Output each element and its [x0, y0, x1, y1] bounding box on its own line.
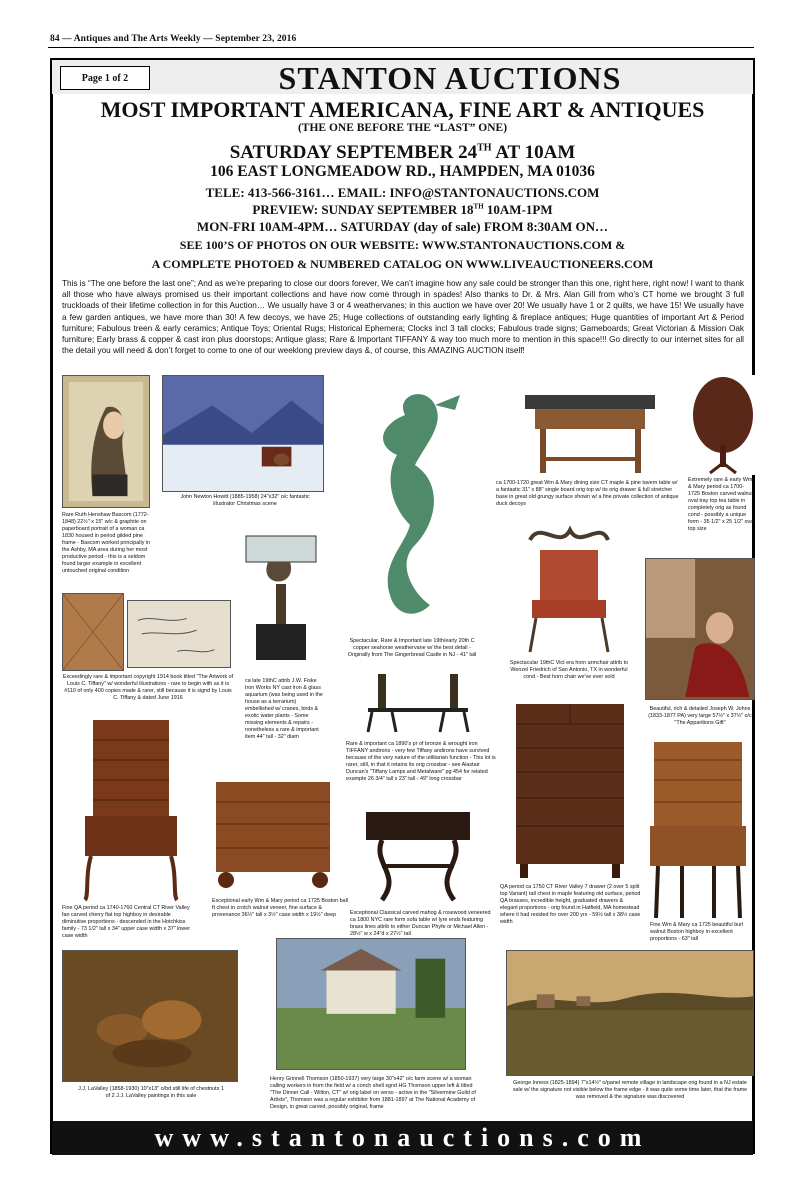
highboy-caption: Fine QA period ca 1740-1760 Central CT River Valley fan carved cherry flat top highboy in desirable diminutive proportions - descended in the Hotchkiss family - 73 1/2" tall x 34" upper case width x 37" lower case width — [62, 905, 190, 939]
divider — [48, 47, 754, 48]
howitt-painting-photo — [162, 375, 324, 492]
headline: MOST IMPORTANT AMERICANA, FINE ART & ANTIQUES — [100, 97, 705, 122]
date-time: AT 10AM — [491, 142, 576, 163]
horn-chair-photo — [510, 520, 628, 656]
tiffany-book-cover-photo — [62, 593, 124, 671]
contact-line: TELE: 413-566-3161… EMAIL: INFO@STANTONAUCTIONS.COM — [205, 185, 600, 200]
date-sup: TH — [477, 142, 492, 154]
catalog-line: A COMPLETE PHOTOED & NUMBERED CATALOG ON WWW.LIVEAUCTIONEERS.COM — [151, 257, 654, 271]
dining-table-caption: ca 1700-1720 great Wm & Mary dining size CT maple & pine tavern table w/ a fantastic 31" x 88" single board orig top w/ its orig drawer & full stretcher base in great old grungy surface shown w/ a fine private collection of antique duck decoys — [496, 480, 679, 507]
burl-highboy-photo — [646, 738, 750, 922]
tea-table-caption: Extremely rare & early Wm & Mary period ca 1700-1725 Boston carved walnut oval tray top tea table in completely orig as found cond - possibly a unique form - 35 1/2" x 25 1/2" oval top size — [688, 477, 755, 532]
inness-caption: George Inness (1825-1894) 7"x14½" o/panel remote village in landscape orig found in a NJ estate sale w/ the signature not visible below the frame edge - it was quite some time later, that the frame was removed & the signature was discovered — [512, 1080, 748, 1100]
ball-chest-caption: Exceptional early Wm & Mary period ca 1725 Boston ball ft chest in crotch walnut veneer, fine surface & provenance 36½" tall x 3½" case width x 19½" deep — [212, 898, 349, 918]
tiffany-book-signature-photo — [127, 600, 231, 668]
running-head: 84 — Antiques and The Arts Weekly — September 23, 2016 — [50, 34, 297, 44]
sofa-table-photo — [362, 804, 474, 904]
footer-website-link[interactable]: www.stantonauctions.com — [52, 1121, 753, 1155]
bascom-caption: Rare Ruth Henshaw Bascom (1772-1848) 22½" x 15" w/c & graphite on paperboard portrait of a woman ca 1830 housed in period gilded pine frame - Bascom worked principally in the Ashby, MA area during her most productive period - this is a seldom found larger example in excellent untouched original condition — [62, 512, 151, 574]
tall-chest-caption: QA period ca 1750 CT River Valley 7 drawer (2 over 5 split top Variant) tall chest in maple featuring old surface, period QA brasses, incredible height, graduated drawers & elegant proportions - orig found in Hatfield, MA homestead where it had resided for over 200 yrs - 59½ tall x 38½ case width — [500, 884, 641, 925]
andirons-caption: Rare & important ca 1890's pr of bronze & wrought iron TIFFANY andirons - very few Tiffany andirons have survived because of the very nature of the utilitarian function - This lot is rarer, still, in that it retains its orig crossbar - see Alastair Duncan's "Tiffany Lamps and Metalware" pg 454 for related example 26 3/4" tall x 23" tall - 49" long crossbar — [346, 741, 496, 782]
johns-caption: Beautiful, rich & detailed Joseph W. Johns (1833-1877 PA) very large 57½" x 37½" o/c "The Apparitions Gift" — [648, 706, 752, 726]
tiffany-book-caption: Exceedingly rare & important copyright 1914 book titled "The Artwork of Louis C. Tiffany" w/ wonderful illustrations - rare to begin with as it is #110 of only 400 copies made & rarer, still because it is signd by Louis C. Tiffany & dated June 1916 — [62, 674, 234, 701]
subheadline: (THE ONE BEFORE THE “LAST” ONE) — [297, 122, 508, 134]
aquarium-photo — [238, 528, 324, 664]
lavalley-caption: J.J. LaValley (1858-1930) 10"x13" o/bd still life of chestnuts 1 of 2 J.J. LaValley paintings in this sale — [78, 1086, 224, 1099]
preview-line — [60, 202, 745, 218]
inness-painting-photo — [506, 950, 754, 1076]
tall-chest-photo — [510, 700, 630, 880]
intro-paragraph: This is “The one before the last one”; And as we’re preparing to close our doors forever, We can’t imagine how any sale could be stronger than this one, right here, right now! I want to thank all those who have always promised us their important collections and have now come through in spades! Also thanks to Dr. & Mrs. Alan Gill from who’s CT home we brought 3 full truckloads of their lifetime collection in for this Auction… We usually have 3 or 4 weathervanes; in this auction we have over 20! We usually have 1 or 2 quilts, we have 15! We usually have a few garden antiques, we have more than 30! A few decoys, we have 25; Huge collections of outstanding early lighting & fireplace antiques; Huge quantities of important Art & Period furniture; Fabulous treen & early ceramics; Antique Toys; Oriental Rugs; Historical Ephemera; Clocks incl 3 tall clocks; Fabulous trade signs; Gameboards; Great Victorian & Mission Oak furniture; Early brass & copper & cast iron plus doorstops; Antique glass; Rare & Important TIFFANY & way too much more to mention in this space!!! Go directly to our internet sites for all the detail you will need & don’t forget to come to one of our weeklong preview days &, of course, this AMAZING AUCTION itself! — [62, 279, 744, 356]
bascom-portrait-photo — [62, 375, 150, 508]
horn-chair-caption: Spectacular 19thC Vict era horn armchair attrib to Wenzel Friedrich of San Antonio, TX in wonderful cond - Best horn chair we've ever sold — [509, 660, 629, 680]
seahorse-caption: Spectacular, Rare & Important late 19th/early 20th C copper seahorse weathervane w/ the best detail - Originally from The Gingerbread Castle in NJ - 41" tall — [347, 638, 477, 658]
sofa-table-caption: Exceptional Classical carved mahog & rosewood veneered ca 1800 NYC rare form sofa table w/ lyre ends featuring brass lines attrib to either Duncan Phyfe or Michael Allen - 28½" w x 24"d x 27½" tall — [350, 910, 491, 937]
thomson-painting-photo — [276, 938, 466, 1070]
lavalley-painting-photo — [62, 950, 238, 1082]
seahorse-photo — [335, 375, 482, 632]
highboy-photo — [75, 716, 187, 902]
burl-highboy-caption: Fine Wm & Mary ca 1725 beautiful burl walnut Boston highboy in excellent proportions - 63" tall — [650, 922, 744, 942]
date-text: SATURDAY SEPTEMBER 24 — [229, 142, 478, 163]
page-title: STANTON AUCTIONS — [278, 60, 622, 96]
address: 106 EAST LONGMEADOW RD., HAMPDEN, MA 01036 — [210, 163, 595, 180]
preview-text: PREVIEW: SUNDAY SEPTEMBER 18 — [252, 202, 474, 217]
hours-line: MON-FRI 10AM-4PM… SATURDAY (day of sale) FROM 8:30AM ON… — [196, 219, 609, 234]
aquarium-caption: ca late 19thC attrib J.W. Fiske Iron Works NY cast iron & glass aquarium (was being used in the house as a terrarium) embellished w/ cranes, birds & exotic water plants - Some missing elements & repairs - nonetheless a rare & important item 44" tall - 32" diam — [245, 678, 323, 740]
preview-time: 10AM-1PM — [483, 202, 553, 217]
johns-painting-photo — [645, 558, 755, 700]
howitt-caption: John Newton Howitt (1885-1958) 24"x32" o/c fantastic illustrator Christmas scene — [180, 494, 310, 507]
dining-table-photo — [495, 375, 680, 475]
thomson-caption: Henry Grinnell Thomson (1850-1937) very large 30"x42" o/c farm scene w/ a woman calling workers in from the field w/ a conch shell sgnd HG Thomson upper left & titled "The Dinner Call - Wilton, CT" w/ orig label on verso - active in the "Silvermine Guild of Artists", Thomson was a regular exhibitor from 1881-1897 at The National Academy of Design, in great carved, possibly original, frame — [270, 1076, 476, 1110]
andirons-photo — [358, 668, 478, 738]
page-label: Page 1 of 2 — [60, 66, 150, 90]
ball-chest-photo — [208, 776, 338, 892]
preview-sup: TH — [473, 202, 484, 211]
website-line: SEE 100’S OF PHOTOS ON OUR WEBSITE: WWW.STANTONAUCTIONS.COM & — [179, 238, 626, 252]
date-line — [60, 142, 745, 164]
tea-table-photo — [688, 375, 758, 475]
